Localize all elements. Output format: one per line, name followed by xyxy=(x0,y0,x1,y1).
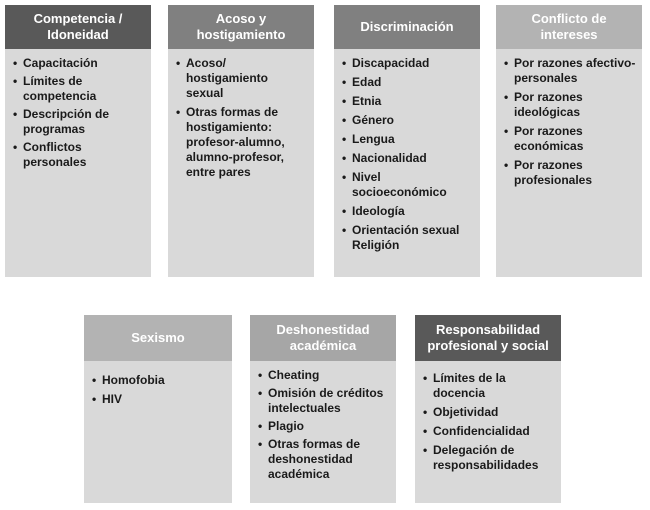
card-responsabilidad xyxy=(415,315,561,503)
list-item xyxy=(504,56,636,86)
list-item xyxy=(258,437,390,482)
list-sexismo xyxy=(92,373,226,407)
list-item xyxy=(176,105,308,180)
list-item xyxy=(342,223,474,253)
list-item-text: Otras formas de hostigamiento: profesor-alumno, alumno-profesor, entre pares xyxy=(186,105,285,179)
list-item-text: Por razones profesionales xyxy=(514,158,593,187)
list-item-text: Ideología xyxy=(352,204,405,218)
card-title-acoso: Acoso y hostigamiento xyxy=(168,5,314,49)
list-item-text: Delegación de responsabilidades xyxy=(433,443,539,472)
list-item-text: Nacionalidad xyxy=(352,151,427,165)
list-item xyxy=(423,405,555,420)
bullet-icon: • xyxy=(176,105,181,119)
list-item xyxy=(504,124,636,154)
bullet-icon: • xyxy=(258,386,263,400)
bullet-icon: • xyxy=(423,371,428,385)
list-item-text: Homofobia xyxy=(102,373,165,387)
bullet-icon: • xyxy=(176,56,181,70)
list-item xyxy=(423,443,555,473)
list-item-text: Límites de la docencia xyxy=(433,371,506,400)
card-discriminacion xyxy=(334,5,480,277)
list-item-text: Capacitación xyxy=(23,56,98,70)
list-item xyxy=(504,158,636,188)
bullet-icon: • xyxy=(342,56,347,70)
bullet-icon: • xyxy=(423,405,428,419)
list-item-text: Nivel socioeconómico xyxy=(352,170,447,199)
list-item xyxy=(342,94,474,109)
list-item xyxy=(13,107,145,137)
bullet-icon: • xyxy=(13,140,18,154)
list-item xyxy=(342,151,474,166)
bullet-icon: • xyxy=(258,419,263,433)
list-item xyxy=(342,56,474,71)
bullet-icon: • xyxy=(342,113,347,127)
bullet-icon: • xyxy=(504,158,509,172)
list-item xyxy=(342,170,474,200)
bullet-icon: • xyxy=(342,170,347,184)
bullet-icon: • xyxy=(342,94,347,108)
list-item xyxy=(92,392,226,407)
bullet-icon: • xyxy=(342,132,347,146)
list-deshonestidad xyxy=(258,368,390,482)
card-title-sexismo: Sexismo xyxy=(84,315,232,361)
bullet-icon: • xyxy=(13,107,18,121)
list-item-text: Lengua xyxy=(352,132,395,146)
card-title-conflicto: Conflicto de intereses xyxy=(496,5,642,49)
bullet-icon: • xyxy=(13,74,18,88)
list-responsabilidad xyxy=(423,371,555,473)
card-title-competencia: Competencia / Idoneidad xyxy=(5,5,151,49)
list-item-text: Cheating xyxy=(268,368,320,382)
list-item-text: Acoso/ hostigamiento sexual xyxy=(186,56,269,100)
list-item-text: Por razones afectivo-personales xyxy=(514,56,636,85)
list-item-text: HIV xyxy=(102,392,123,406)
bullet-icon: • xyxy=(92,373,97,387)
list-item-text: Discapacidad xyxy=(352,56,430,70)
bullet-icon: • xyxy=(504,90,509,104)
bullet-icon: • xyxy=(342,75,347,89)
bullet-icon: • xyxy=(342,223,347,237)
bullet-icon: • xyxy=(342,151,347,165)
list-item xyxy=(342,204,474,219)
bullet-icon: • xyxy=(258,368,263,382)
list-item-text: Omisión de créditos intelectuales xyxy=(268,386,384,415)
list-item-text: Por razones económicas xyxy=(514,124,584,153)
bullet-icon: • xyxy=(92,392,97,406)
list-item-text: Otras formas de deshonestidad académica xyxy=(268,437,361,481)
bullet-icon: • xyxy=(13,56,18,70)
list-item xyxy=(258,419,390,434)
card-deshonestidad xyxy=(250,315,396,503)
list-item-text: Confidencialidad xyxy=(433,424,530,438)
list-item-text: Límites de competencia xyxy=(23,74,97,103)
list-item xyxy=(92,373,226,388)
card-sexismo xyxy=(84,315,232,503)
list-item xyxy=(13,56,145,71)
list-item-text: Descripción de programas xyxy=(23,107,110,136)
bullet-icon: • xyxy=(342,204,347,218)
list-item-text: Por razones ideológicas xyxy=(514,90,583,119)
list-item-text: Género xyxy=(352,113,395,127)
list-competencia xyxy=(13,56,145,170)
list-discriminacion xyxy=(342,56,474,253)
card-title-responsabilidad: Responsabilidad profesional y social xyxy=(415,315,561,361)
bullet-icon: • xyxy=(504,56,509,70)
list-item-text: Orientación sexual Religión xyxy=(352,223,460,252)
list-item xyxy=(342,132,474,147)
card-conflicto xyxy=(496,5,642,277)
list-item-text: Objetividad xyxy=(433,405,499,419)
card-title-discriminacion: Discriminación xyxy=(334,5,480,49)
bullet-icon: • xyxy=(258,437,263,451)
list-item xyxy=(423,424,555,439)
list-item xyxy=(176,56,308,101)
list-acoso xyxy=(176,56,308,180)
list-item xyxy=(342,75,474,90)
list-item-text: Etnia xyxy=(352,94,382,108)
list-item-text: Edad xyxy=(352,75,382,89)
list-item xyxy=(342,113,474,128)
list-item xyxy=(13,74,145,104)
card-title-deshonestidad: Deshonestidad académica xyxy=(250,315,396,361)
bullet-icon: • xyxy=(504,124,509,138)
list-item xyxy=(423,371,555,401)
list-item-text: Plagio xyxy=(268,419,305,433)
list-item xyxy=(504,90,636,120)
list-item xyxy=(258,368,390,383)
card-competencia xyxy=(5,5,151,277)
card-acoso xyxy=(168,5,314,277)
list-conflicto xyxy=(504,56,636,188)
list-item xyxy=(13,140,145,170)
list-item xyxy=(258,386,390,416)
bullet-icon: • xyxy=(423,424,428,438)
list-item-text: Conflictos personales xyxy=(23,140,87,169)
bullet-icon: • xyxy=(423,443,428,457)
